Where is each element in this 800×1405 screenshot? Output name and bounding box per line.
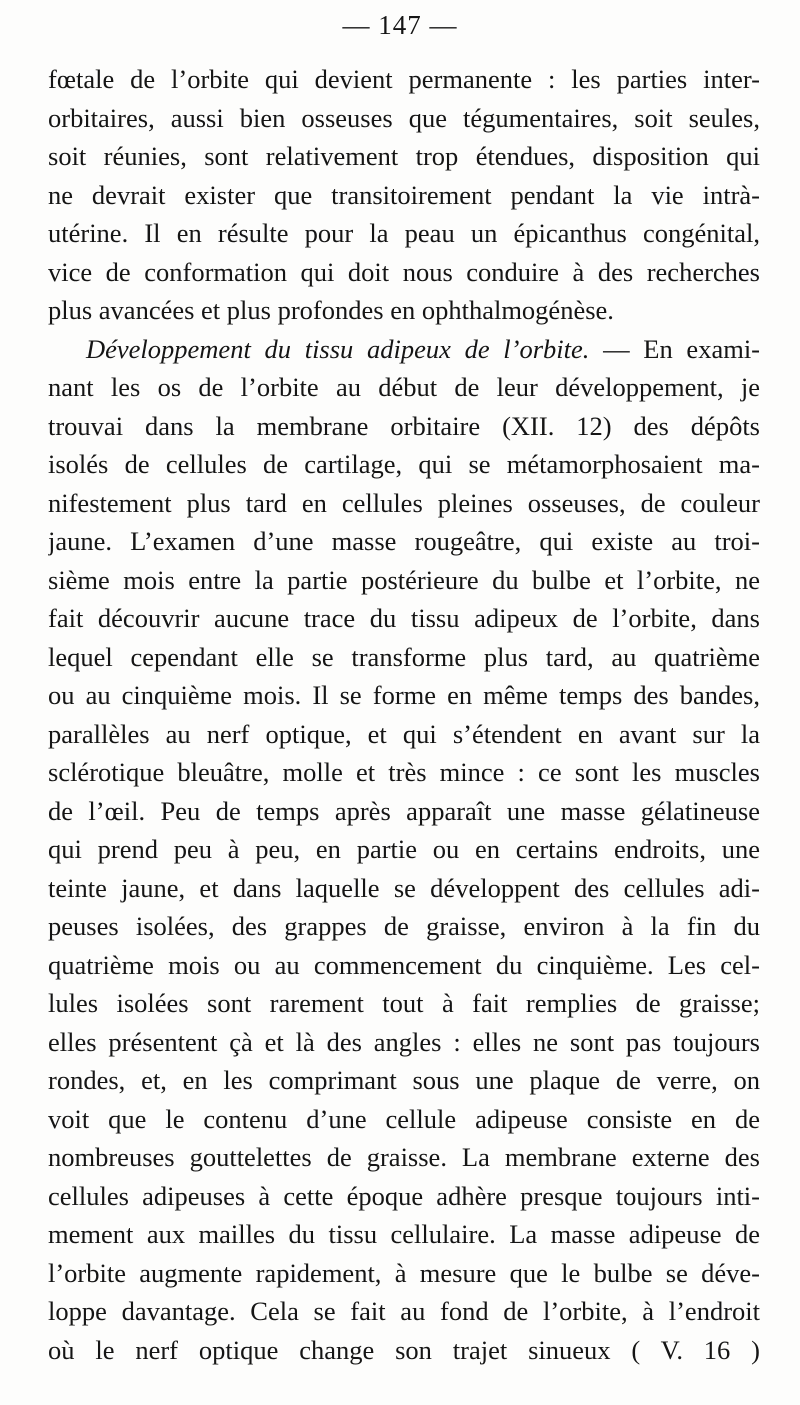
text-line: de l’œil. Peu de temps après apparaît une masse gélatineuse [48, 795, 760, 826]
text-line: orbitaires, aussi bien osseuses que tégumentaires, soit seules, [48, 102, 760, 133]
text-line: nant les os de l’orbite au début de leur développement, je [48, 372, 760, 402]
text-line: fœtale de l’orbite qui devient permanente : les parties inter- [48, 64, 760, 94]
text-line: nifestement plus tard en cellules pleines osseuses, de couleur [48, 487, 760, 518]
text-line: plus avancées et plus profondes en ophthalmogénèse. [48, 295, 614, 325]
text-line: où le nerf optique change son trajet sinueux ( V. 16 ) [48, 1334, 760, 1365]
text-line: rondes, et, en les comprimant sous une plaque de verre, on [48, 1065, 760, 1095]
text-line: mement aux mailles du tissu cellulaire. La masse adipeuse de [48, 1219, 760, 1249]
page-number: — 147 — [342, 10, 458, 40]
text-line: peuses isolées, des grappes de graisse, environ à la fin du [48, 911, 760, 941]
text-line: voit que le contenu d’une cellule adipeuse consiste en de [48, 1103, 760, 1134]
section-first-line [48, 330, 760, 369]
text-line: isolés de cellules de cartilage, qui se métamorphosaient ma- [48, 449, 760, 479]
text-line: nombreuses gouttelettes de graisse. La membrane externe des [48, 1142, 760, 1172]
text-line: soit réunies, sont relativement trop étendues, disposition qui [48, 141, 760, 171]
text-line: sième mois entre la partie postérieure du bulbe et l’orbite, ne [48, 564, 760, 595]
text-line: fait découvrir aucune trace du tissu adipeux de l’orbite, dans [48, 603, 760, 633]
text-line: vice de conformation qui doit nous conduire à des recherches [48, 256, 760, 287]
text-line: parallèles au nerf optique, et qui s’étendent en avant sur la [48, 718, 760, 749]
text-line: jaune. L’examen d’une masse rougeâtre, qui existe au troi- [48, 526, 760, 556]
text-line: sclérotique bleuâtre, molle et très mince : ce sont les muscles [48, 757, 760, 787]
text-line: l’orbite augmente rapidement, à mesure que le bulbe se déve- [48, 1257, 760, 1288]
text-line: ne devrait exister que transitoirement pendant la vie intrà- [48, 179, 760, 210]
text-line: cellules adipeuses à cette époque adhère presque toujours inti- [48, 1180, 760, 1211]
text-line: lequel cependant elle se transforme plus tard, au quatrième [48, 641, 760, 672]
text-line: elles présentent çà et là des angles : elles ne sont pas toujours [48, 1026, 760, 1057]
text-line: ou au cinquième mois. Il se forme en même temps des bandes, [48, 680, 760, 710]
body-text [48, 60, 760, 1369]
text-line: quatrième mois ou au commencement du cinquième. Les cel- [48, 949, 760, 980]
text-line: qui prend peu à peu, en partie ou en certains endroits, une [48, 834, 760, 864]
text-line: loppe davantage. Cela se fait au fond de l’orbite, à l’endroit [48, 1296, 760, 1326]
text-line: utérine. Il en résulte pour la peau un épicanthus congénital, [48, 218, 760, 248]
text-line: lules isolées sont rarement tout à fait remplies de graisse; [48, 988, 760, 1018]
section-heading: Développement du tissu adipeux de l’orbite. [86, 333, 590, 364]
text-line: trouvai dans la membrane orbitaire (XII. 12) des dépôts [48, 410, 760, 441]
section-first-line-rest: — En exami- [589, 333, 760, 364]
text-line: teinte jaune, et dans laquelle se développent des cellules adi- [48, 872, 760, 903]
